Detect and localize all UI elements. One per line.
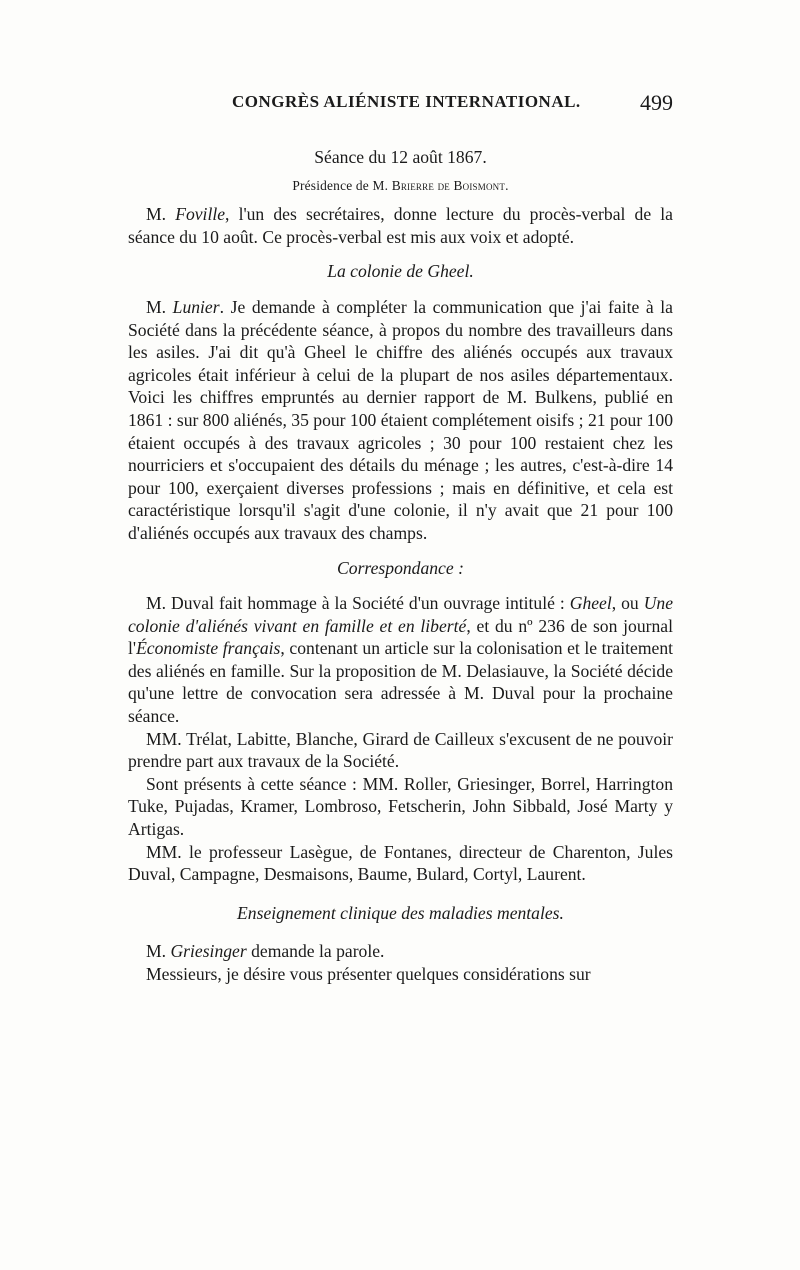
text-run: . Je demande à compléter la communication que j'ai faite à la Société dans la précédente séance, à propos du nombre des travailleurs dans les asiles. J'ai dit qu'à Gheel le chiffre des aliénés occupés aux travaux agricoles était inférieur à celui de la plupart de nos asiles départementaux. Voici les chiffres empruntés au dernier rapport de M. Bulkens, publié en 1861 : sur 800 aliénés, 35 pour 100 étaient complétement oisifs ; 21 pour 100 étaient occupés à des travaux agricoles ; 30 pour 100 restaient chez les nourriciers et s'occupaient des détails du ménage ; les autres, c'est-à-dire 14 pour 100, exerçaient diverses professions ; mais en définitive, et cela est caractéristique lorsqu'il s'agit d'une colonie, il n'y avait que 21 pour 100 d'aliénés occupés aux travaux des champs. bbox=[128, 296, 673, 543]
text-run: demande la parole. bbox=[246, 941, 385, 962]
session-date: Séance du 12 août 1867. bbox=[314, 147, 487, 167]
paragraph-speech-start: Messieurs, je désire vous présenter quelques considérations sur bbox=[146, 964, 591, 984]
text-run: , contenant un article sur la colonisation et le traitement des aliénés en famille. Sur la proposition de M. Delasiauve, la Société décide qu'une lettre de convocation sera adressée à M. Duval pour la prochaine séance. bbox=[128, 638, 673, 727]
speaker-name: Lunier bbox=[172, 296, 220, 317]
presidency-line bbox=[128, 175, 673, 198]
section-title-gheel: La colonie de Gheel. bbox=[327, 261, 474, 282]
journal-title: Économiste français bbox=[136, 638, 281, 659]
page-body bbox=[128, 146, 673, 986]
paragraph-excuses: MM. Trélat, Labitte, Blanche, Girard de Cailleux s'excusent de ne pouvoir prendre part aux travaux de la Société. bbox=[128, 728, 673, 772]
text-run: M. bbox=[146, 941, 171, 962]
page-number: 499 bbox=[640, 90, 673, 115]
page-header bbox=[128, 92, 673, 120]
text-run: , et du nº 236 de son journal l' bbox=[128, 615, 673, 659]
speaker-name: Foville bbox=[175, 204, 226, 225]
president-name: Brierre de Boismont bbox=[391, 177, 506, 193]
presidency-suffix: . bbox=[505, 177, 509, 193]
running-title: CONGRÈS ALIÉNISTE INTERNATIONAL. bbox=[232, 92, 581, 111]
paragraph-duval bbox=[128, 592, 673, 728]
section-title-correspondance: Correspondance : bbox=[337, 557, 464, 578]
presidency-prefix: Présidence de M. bbox=[292, 177, 392, 193]
text-run: , ou bbox=[611, 593, 644, 614]
text-run: M. Duval fait hommage à la Société d'un ouvrage intitulé : bbox=[146, 593, 570, 614]
text-run: M. bbox=[146, 204, 176, 225]
text-run: , l'un des secrétaires, donne lecture du procès-verbal de la séance du 10 août. Ce procès-verbal est mis aux voix et adopté. bbox=[128, 204, 673, 247]
section-title-enseignement: Enseignement clinique des maladies mentales. bbox=[237, 902, 564, 923]
speaker-name: Griesinger bbox=[170, 941, 247, 962]
paragraph-minutes bbox=[128, 203, 673, 248]
text-run: M. bbox=[146, 296, 173, 317]
paragraph-griesinger bbox=[128, 940, 673, 963]
book-title: Gheel bbox=[569, 593, 612, 614]
paragraph-present-2: MM. le professeur Lasègue, de Fontanes, directeur de Charenton, Jules Duval, Campagne, Desmaisons, Baume, Bulard, Cortyl, Laurent. bbox=[128, 841, 673, 885]
paragraph-present: Sont présents à cette séance : MM. Roller, Griesinger, Borrel, Harrington Tuke, Pujadas, Kramer, Lombroso, Fetscherin, John Sibbald, José Marty y Artigas. bbox=[128, 773, 673, 840]
book-title: Une colonie d'aliénés vivant en famille et en liberté bbox=[128, 593, 673, 636]
paragraph-lunier bbox=[128, 296, 673, 545]
